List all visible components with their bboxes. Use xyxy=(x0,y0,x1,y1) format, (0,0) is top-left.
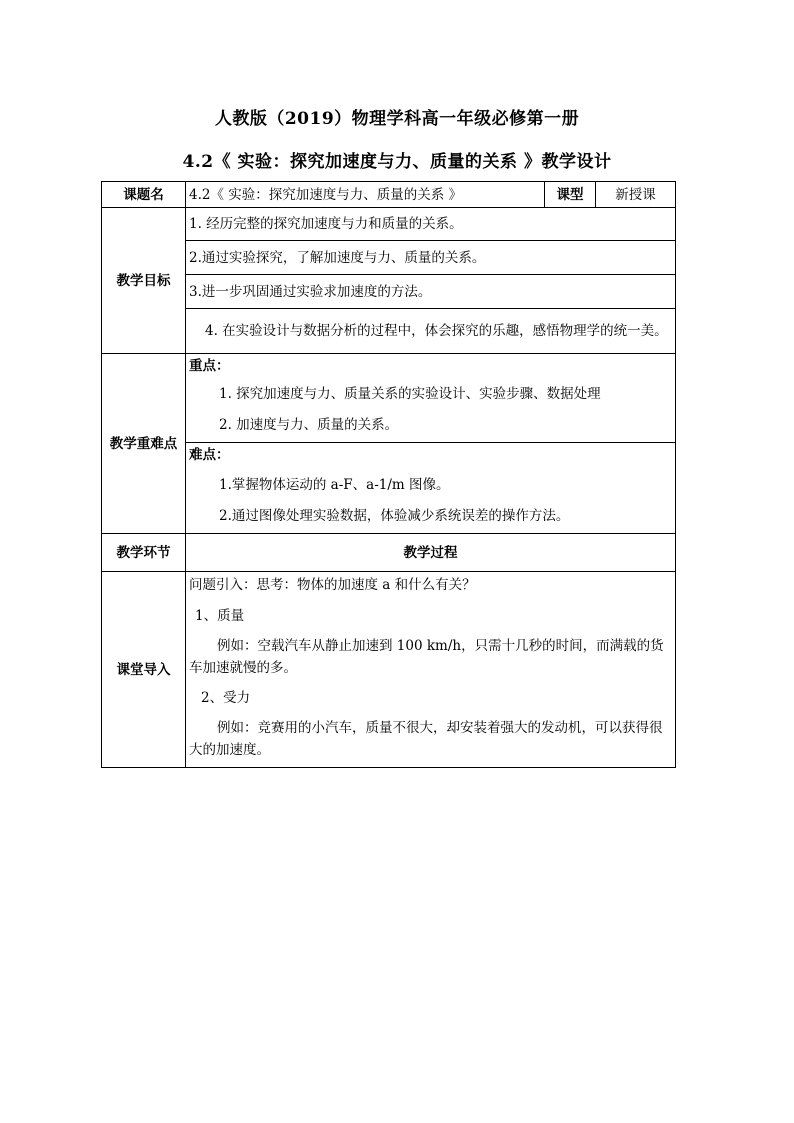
intro-factor-1: 1、质量 xyxy=(195,608,245,624)
process-header: 教学过程 xyxy=(186,534,676,572)
document-subtitle: 4.2《 实验：探究加速度与力、质量的关系 》教学设计 xyxy=(182,152,612,172)
objective-item-2: 2.通过实验探究，了解加速度与力、质量的关系。 xyxy=(186,241,676,275)
difficulty-row xyxy=(102,443,676,534)
topic-label: 课题名 xyxy=(102,182,186,208)
objective-row xyxy=(102,309,676,354)
difficulty-item-1: 1.掌握物体运动的 a-F、a-1/m 图像。 xyxy=(219,477,450,493)
process-header-row xyxy=(102,534,676,572)
objective-item-1: 1. 经历完整的探究加速度与力和质量的关系。 xyxy=(186,208,676,241)
intro-example-2: 例如：竞赛用的小汽车，质量不很大，却安装着强大的发动机，可以获得很大的加速度。 xyxy=(189,720,663,758)
objective-item-4: 4. 在实验设计与数据分析的过程中，体会探究的乐趣，感悟物理学的统一美。 xyxy=(205,323,668,339)
topic-row xyxy=(102,182,676,208)
focus-item-2: 2. 加速度与力、质量的关系。 xyxy=(219,417,399,433)
objective-row xyxy=(102,275,676,309)
intro-label: 课堂导入 xyxy=(102,572,186,768)
focus-item-1: 1. 探究加速度与力、质量关系的实验设计、实验步骤、数据处理 xyxy=(219,386,601,402)
objectives-label: 教学目标 xyxy=(102,208,186,354)
key-points-label: 教学重难点 xyxy=(102,354,186,534)
focus-row xyxy=(102,354,676,443)
objective-item-3: 3.进一步巩固通过实验求加速度的方法。 xyxy=(186,275,676,309)
intro-row xyxy=(102,572,676,768)
topic-value: 4.2《 实验：探究加速度与力、质量的关系 》 xyxy=(186,182,545,208)
type-value: 新授课 xyxy=(596,182,676,208)
difficulty-heading: 难点： xyxy=(189,447,230,463)
difficulty-item-2: 2.通过图像处理实验数据，体验减少系统误差的操作方法。 xyxy=(219,508,570,524)
intro-factor-2: 2、受力 xyxy=(201,690,251,706)
type-label: 课型 xyxy=(545,182,596,208)
intro-example-1: 例如：空载汽车从静止加速到 100 km/h，只需十几秒的时间，而满载的货车加速就慢的多。 xyxy=(189,638,664,676)
stage-header: 教学环节 xyxy=(102,534,186,572)
intro-question: 问题引入：思考：物体的加速度 a 和什么有关？ xyxy=(189,577,476,593)
objective-row xyxy=(102,208,676,241)
document-title: 人教版（2019）物理学科高一年级必修第一册 xyxy=(214,109,580,129)
focus-heading: 重点： xyxy=(189,358,230,374)
objective-row xyxy=(102,241,676,275)
lesson-plan-table xyxy=(101,181,676,768)
